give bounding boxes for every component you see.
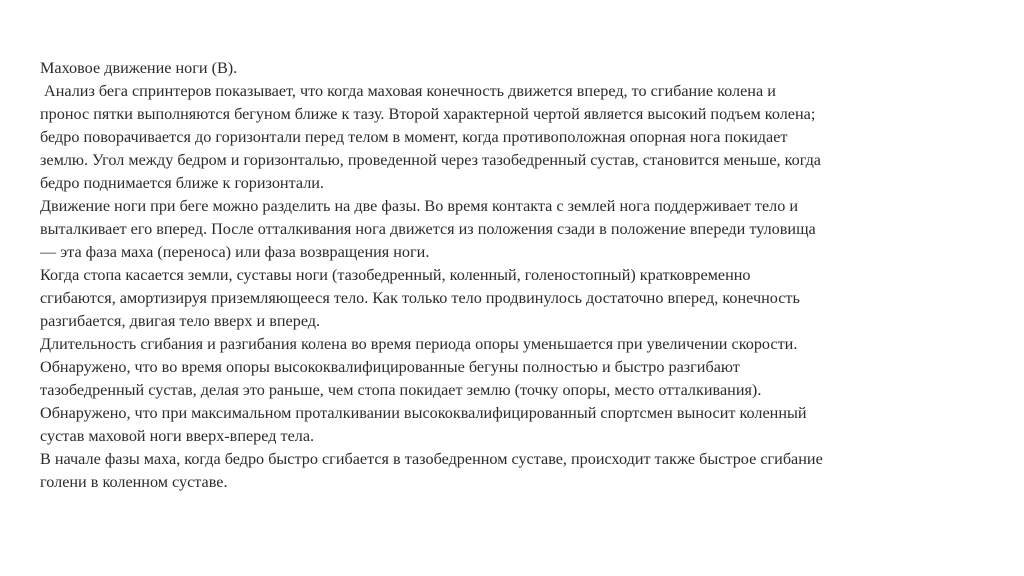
text-line: Обнаружено, что при максимальном проталкивании высококвалифицированный спортсмен выносит коленный [40,404,807,422]
text-line: бедро поднимается ближе к горизонтали. [40,174,324,192]
text-line: Обнаружено, что во время опоры высококвалифицированные бегуны полностью и быстро разгибают [40,358,740,376]
text-line: пронос пятки выполняются бегуном ближе к тазу. Второй характерной чертой является высокий подъем колена; [40,105,816,123]
text-line: Длительность сгибания и разгибания колена во время периода опоры уменьшается при увеличении скорости. [40,335,798,353]
text-line: сустав маховой ноги вверх-вперед тела. [40,427,315,445]
text-line: Анализ бега спринтеров показывает, что когда маховая конечность движется вперед, то сгибание колена и [40,82,776,100]
text-line: тазобедренный сустав, делая это раньше, чем стопа покидает землю (точку опоры, место отталкивания). [40,381,762,399]
text-line-title: Маховое движение ноги (В). [40,59,238,77]
text-line: — эта фаза маха (переноса) или фаза возвращения ноги. [40,243,430,261]
text-line: землю. Угол между бедром и горизонталью, проведенной через тазобедренный сустав, становится меньше, когда [40,151,821,169]
text-line: разгибается, двигая тело вверх и вперед. [40,312,321,330]
text-line: Движение ноги при беге можно разделить на две фазы. Во время контакта с землей нога поддерживает тело и [40,197,799,215]
text-line: бедро поворачивается до горизонтали перед телом в момент, когда противоположная опорная нога покидает [40,128,788,146]
text-line: сгибаются, амортизируя приземляющееся тело. Как только тело продвинулось достаточно вперед, конечность [40,289,800,307]
text-line: выталкивает его вперед. После отталкивания нога движется из положения сзади в положение впереди туловища [40,220,816,238]
text-line: Когда стопа касается земли, суставы ноги (тазобедренный, коленный, голеностопный) кратковременно [40,266,751,284]
text-line: голени в коленном суставе. [40,473,228,491]
text-line: В начале фазы маха, когда бедро быстро сгибается в тазобедренном суставе, происходит также быстрое сгибание [40,450,823,468]
slide-text-block [40,57,990,494]
